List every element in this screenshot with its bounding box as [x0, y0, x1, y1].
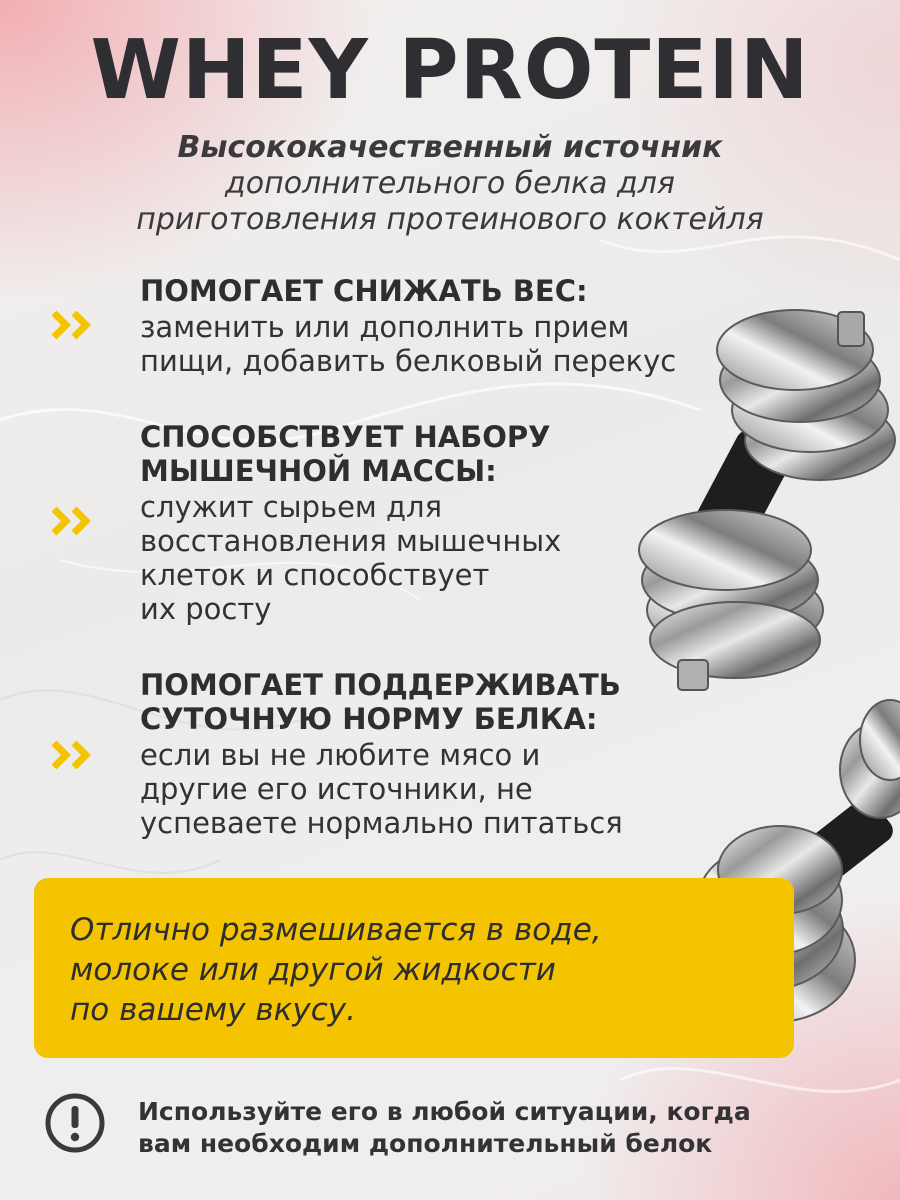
- double-chevron-right-icon: [52, 506, 96, 536]
- feature-muscle-gain: [0, 420, 760, 630]
- mixing-callout: [34, 878, 794, 1058]
- feature-weight-loss: [0, 274, 760, 384]
- page-title: WHEY PROTEIN: [90, 23, 810, 118]
- exclamation-circle-icon: [44, 1092, 106, 1154]
- subtitle: [40, 130, 860, 238]
- feature-body: заменить или дополнить прием пищи, добавить белковый перекус: [140, 310, 677, 378]
- callout-text: Отлично размешивается в воде, молоке или другой жидкости по вашему вкусу.: [70, 912, 602, 1028]
- double-chevron-right-icon: [52, 740, 96, 770]
- double-chevron-right-icon: [52, 310, 96, 340]
- usage-note: Используйте его в любой ситуации, когда вам необходим дополнительный белок: [138, 1097, 751, 1158]
- subtitle-line-3: приготовления протеинового коктейля: [136, 202, 764, 237]
- subtitle-line-2: дополнительного белка для: [225, 166, 675, 201]
- feature-body: служит сырьем для восстановления мышечных клеток и способствует их росту: [140, 490, 562, 626]
- feature-heading: СПОСОБСТВУЕТ НАБОРУ МЫШЕЧНОЙ МАССЫ:: [140, 420, 551, 488]
- feature-heading: ПОМОГАЕТ ПОДДЕРЖИВАТЬ СУТОЧНУЮ НОРМУ БЕЛКА:: [140, 668, 621, 736]
- feature-heading: ПОМОГАЕТ СНИЖАТЬ ВЕС:: [140, 274, 588, 308]
- feature-body: если вы не любите мясо и другие его источники, не успеваете нормально питаться: [140, 738, 623, 840]
- feature-daily-protein: [0, 668, 760, 848]
- subtitle-line-1: Высококачественный источник: [177, 130, 723, 165]
